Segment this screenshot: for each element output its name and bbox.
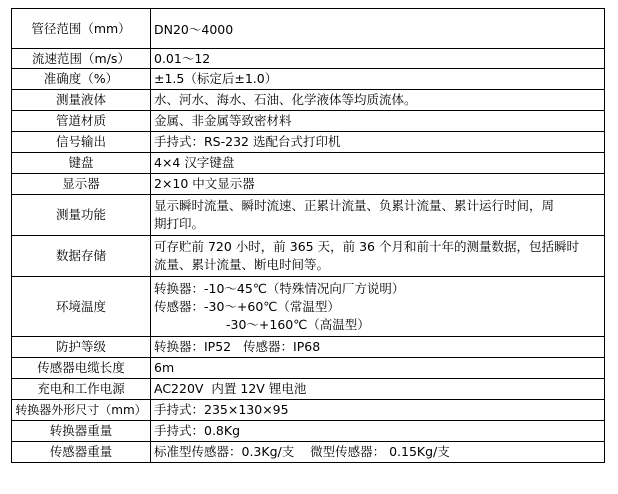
table-row [12,9,605,49]
row-value [151,132,605,153]
table-row [12,49,605,69]
table-row [12,174,605,195]
table-row [12,421,605,442]
row-value [151,421,605,442]
row-label: 环境温度 [12,277,151,337]
row-label: 键盘 [12,153,151,174]
row-value [151,400,605,421]
table-row [12,442,605,463]
table-row [12,277,605,337]
row-value-line: 4×4 汉字键盘 [154,155,235,170]
row-label: 测量功能 [12,195,151,236]
row-value [151,9,605,49]
row-value-line: 0.01～12 [154,50,211,66]
row-value-line: 期打印。 [154,216,205,231]
row-value [151,49,605,69]
row-value-line: AC220V 内置 12V 锂电池 [154,381,307,396]
table-row [12,379,605,400]
row-value-line: 金属、非金属等致密材料 [154,113,292,128]
row-label: 显示器 [12,174,151,195]
row-value-line: DN20～4000 [154,22,234,37]
row-label: 流速范围（m/s） [12,49,151,69]
row-value [151,153,605,174]
row-value [151,337,605,358]
row-value [151,277,605,337]
row-value-line: 手持式：0.8Kg [154,423,241,438]
row-value [151,90,605,111]
table-row [12,195,605,236]
row-label: 数据存储 [12,236,151,277]
row-value-line: 转换器：-10～45℃（特殊情况向厂方说明） [154,280,405,296]
table-row [12,337,605,358]
row-value [151,195,605,236]
row-label: 管道材质 [12,111,151,132]
row-label: 转换器外形尺寸（mm） [12,400,151,421]
row-value-line: 6m [154,360,175,375]
row-value [151,174,605,195]
row-value [151,442,605,463]
row-value [151,379,605,400]
row-label: 测量液体 [12,90,151,111]
spec-table [11,8,605,463]
row-value-line: 流量、累计流量、断电时间等。 [154,257,330,272]
row-label: 管径范围（mm） [12,9,151,49]
row-value-line: -30～+160℃（高温型） [226,316,370,332]
table-row [12,236,605,277]
row-value-line: 手持式：235×130×95 [154,402,289,417]
row-value-line: 传感器：-30～+60℃（常温型） [154,298,340,314]
row-value-line: 手持式：RS-232 选配台式打印机 [154,134,341,149]
row-label: 传感器电缆长度 [12,358,151,379]
row-value-line: 水、河水、海水、石油、化学液体等均质流体。 [154,92,417,107]
table-row [12,90,605,111]
row-label: 转换器重量 [12,421,151,442]
row-value-line: 显示瞬时流量、瞬时流速、正累计流量、负累计流量、累计运行时间，周 [154,198,555,213]
row-label: 准确度（%） [12,69,151,90]
row-value [151,69,605,90]
row-label: 信号输出 [12,132,151,153]
row-value-line: ±1.5（标定后±1.0） [154,71,278,86]
row-value [151,236,605,277]
row-label: 传感器重量 [12,442,151,463]
table-row [12,400,605,421]
row-value [151,358,605,379]
table-row [12,69,605,90]
row-label: 充电和工作电源 [12,379,151,400]
table-row [12,111,605,132]
row-value-line: 标准型传感器：0.3Kg/支 微型传感器： 0.15Kg/支 [154,444,450,459]
row-value-line: 转换器：IP52 传感器：IP68 [154,339,321,354]
row-value-line: 可存贮前 720 小时，前 365 天，前 36 个月和前十年的测量数据，包括瞬时 [154,239,579,254]
table-row [12,153,605,174]
row-value [151,111,605,132]
table-row [12,358,605,379]
table-row [12,132,605,153]
row-value-line: 2×10 中文显示器 [154,176,255,191]
row-label: 防护等级 [12,337,151,358]
